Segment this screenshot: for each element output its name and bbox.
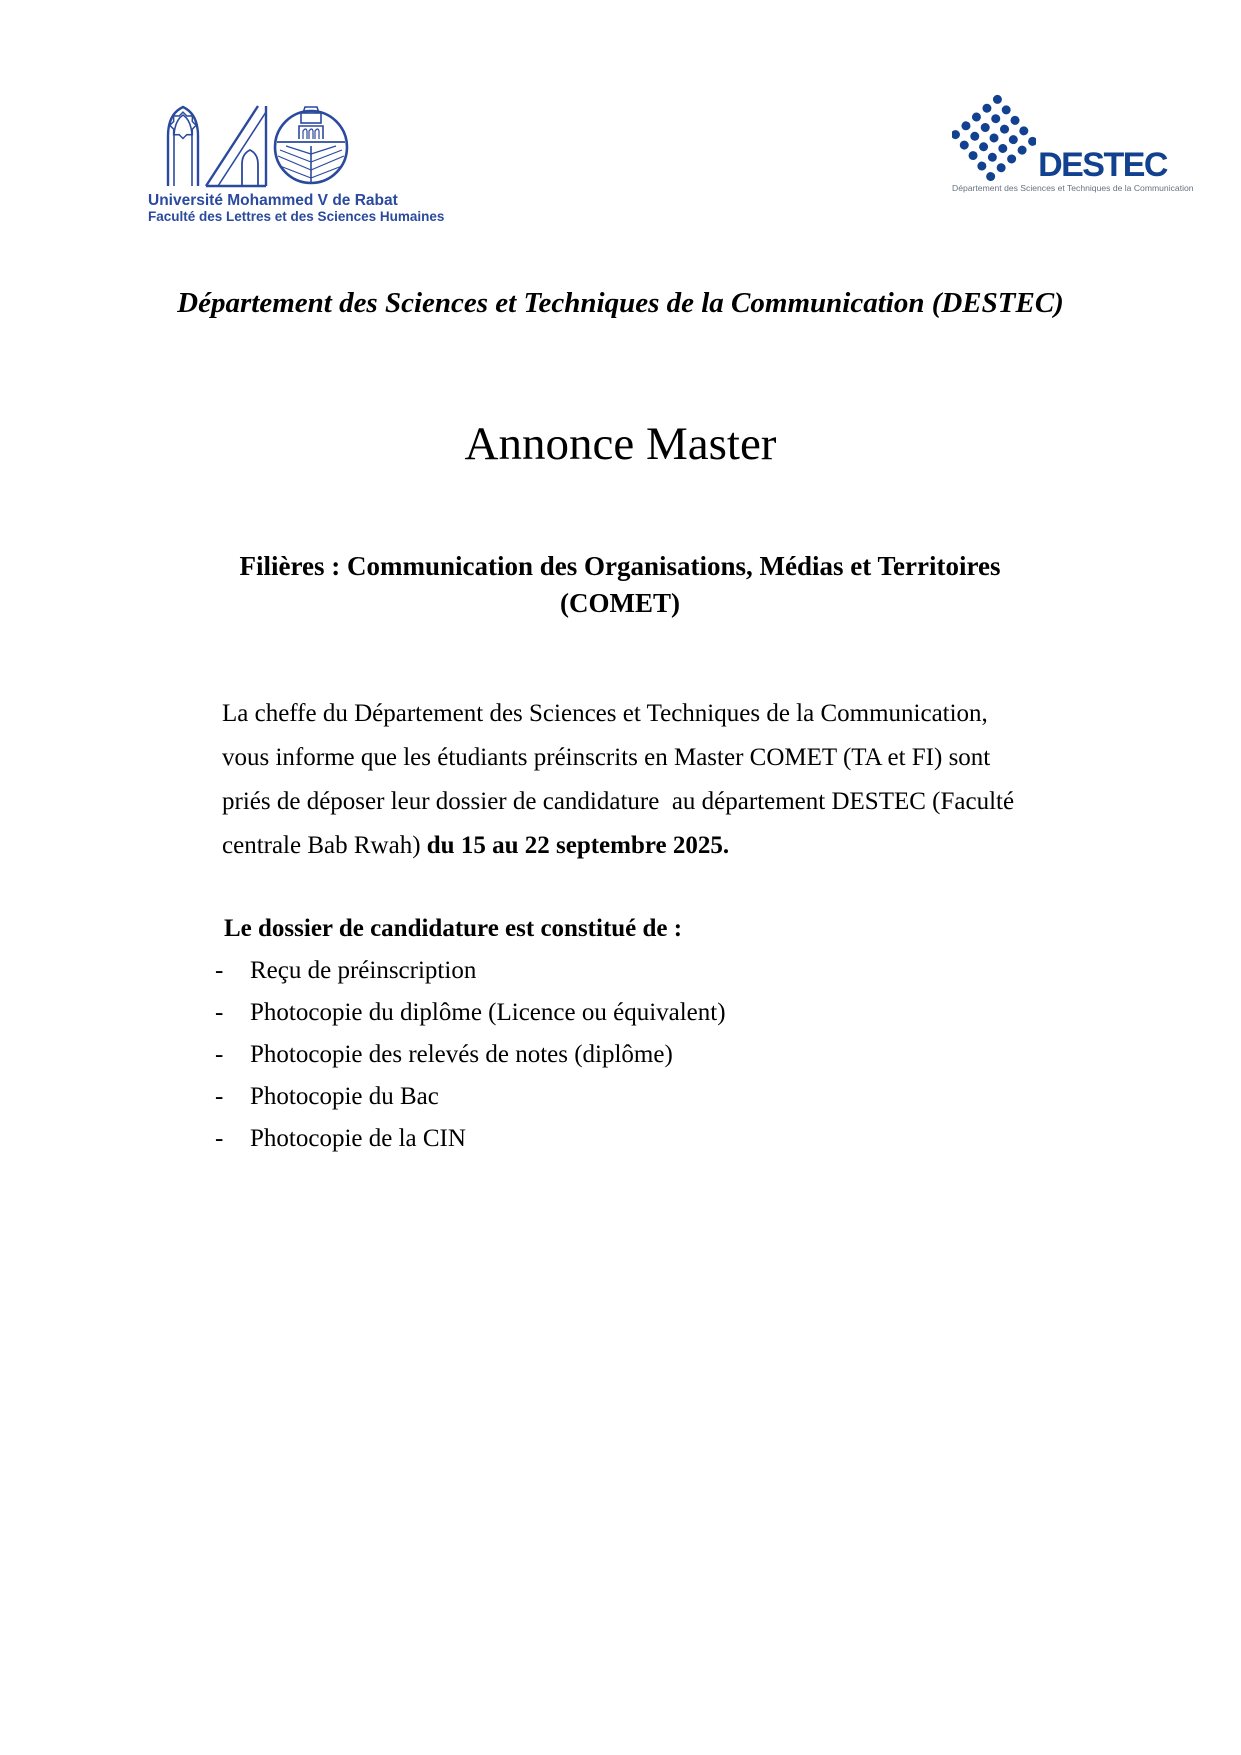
list-item <box>215 1076 1035 1118</box>
destec-dots-icon <box>952 92 1036 182</box>
list-item-text: Photocopie des relevés de notes (diplôme) <box>250 1041 673 1068</box>
announcement-paragraph <box>222 692 1022 868</box>
list-item-text: Photocopie du Bac <box>250 1083 439 1110</box>
list-dash: - <box>215 999 224 1026</box>
destec-tagline: Département des Sciences et Techniques de la Communication <box>952 183 1194 193</box>
list-item <box>215 992 1035 1034</box>
dossier-list <box>215 950 1035 1160</box>
list-item-text: Photocopie du diplôme (Licence ou équivalent) <box>250 999 726 1026</box>
faculty-name: Faculté des Lettres et des Sciences Humaines <box>148 209 445 224</box>
destec-logo <box>952 92 1194 193</box>
filieres-line1: Filières : Communication des Organisations, Médias et Territoires <box>239 551 1001 581</box>
list-item-text: Reçu de préinscription <box>250 957 477 984</box>
list-item-text: Photocopie de la CIN <box>250 1125 466 1152</box>
filieres-line2: (COMET) <box>560 588 680 618</box>
list-dash: - <box>215 1041 224 1068</box>
filieres-subtitle <box>120 548 1120 622</box>
list-dash: - <box>215 1125 224 1152</box>
university-logo <box>148 98 445 224</box>
university-emblem-icon <box>154 98 354 190</box>
destec-wordmark: DESTEC <box>1038 146 1167 184</box>
list-item <box>215 1118 1035 1160</box>
page-title: Annonce Master <box>464 418 777 470</box>
announcement-text: La cheffe du Département des Sciences et Techniques de la Communication, vous informe que les étudiants préinscrits en Master COMET (TA et FI) sont priés de déposer leur dossier de candidature au département DESTEC (Faculté centrale Bab Rwah) <box>222 700 1021 859</box>
list-item <box>215 1034 1035 1076</box>
university-name: Université Mohammed V de Rabat <box>148 192 398 209</box>
deadline-text: du 15 au 22 septembre 2025. <box>426 832 730 859</box>
department-title: Département des Sciences et Techniques de la Communication (DESTEC) <box>177 287 1064 319</box>
list-dash: - <box>215 1083 224 1110</box>
list-item <box>215 950 1035 992</box>
dossier-heading: Le dossier de candidature est constitué de : <box>224 915 683 942</box>
list-dash: - <box>215 957 224 984</box>
